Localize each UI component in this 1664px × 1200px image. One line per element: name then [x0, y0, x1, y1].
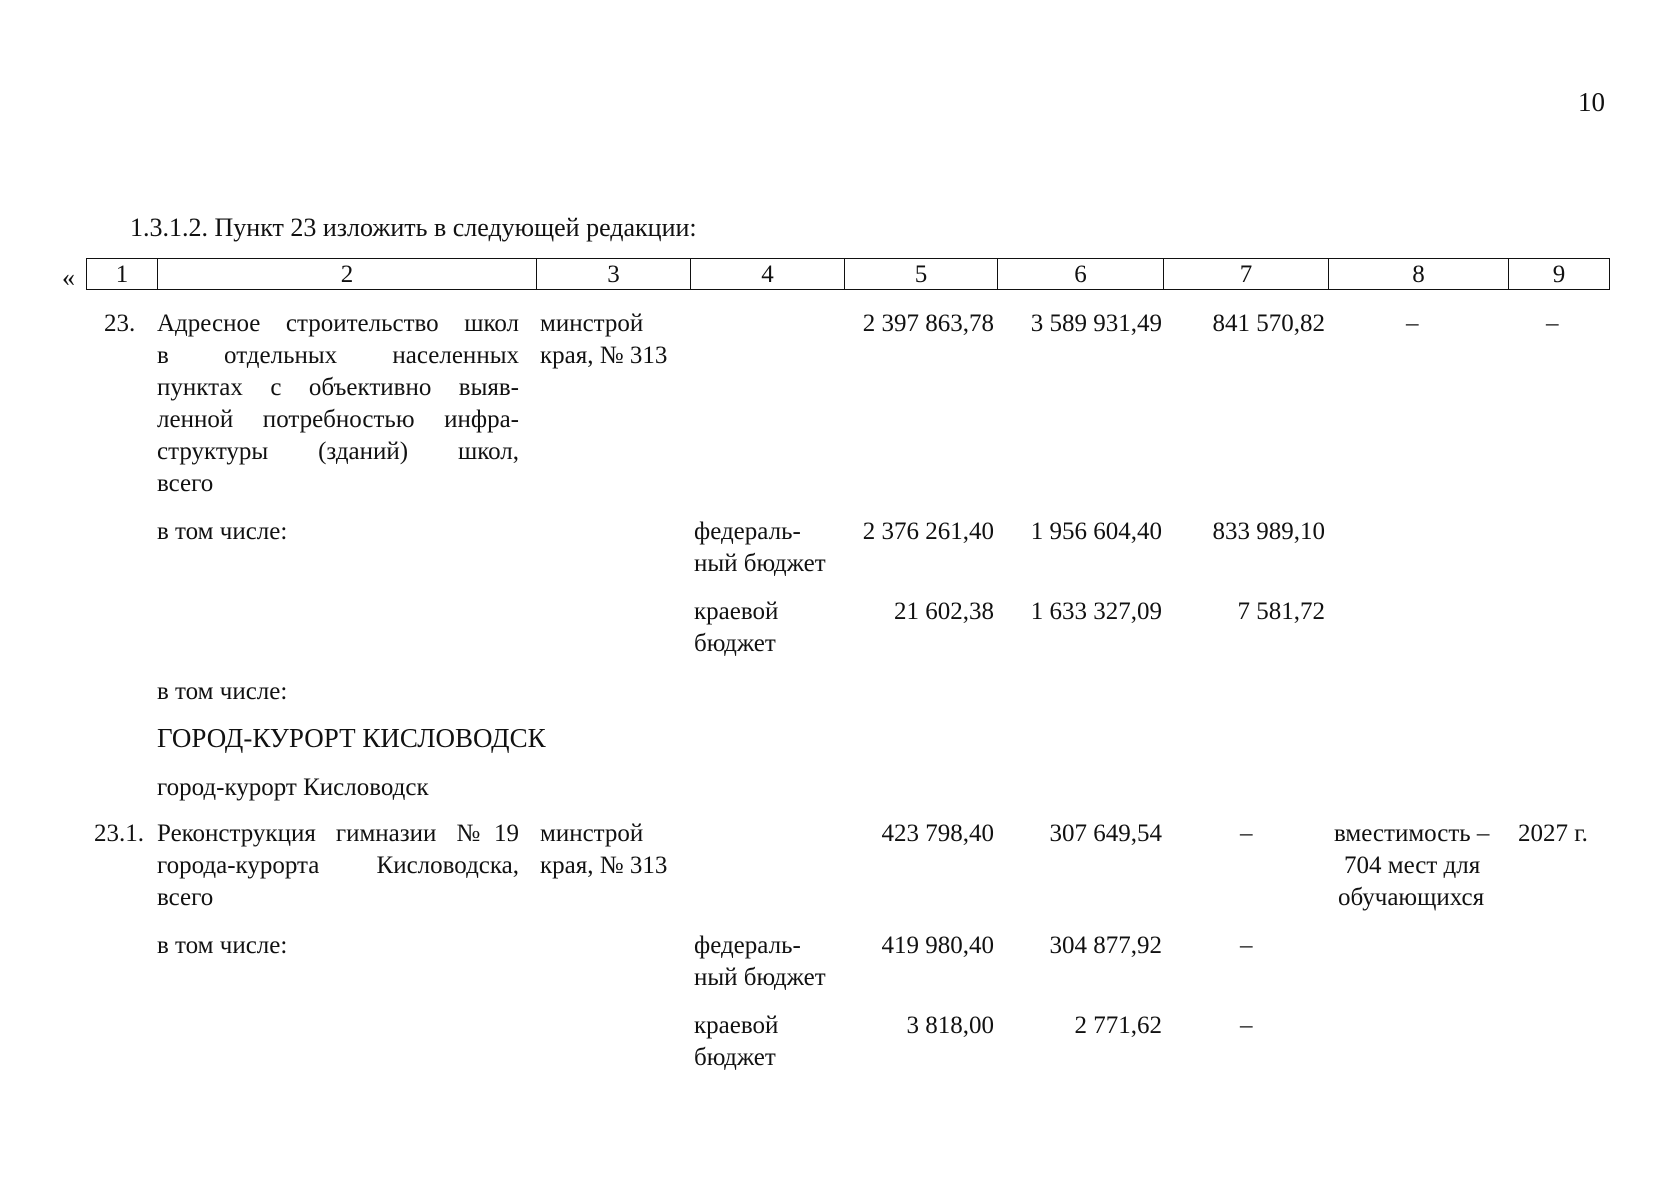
item-23-desc-line-6: всего: [157, 470, 214, 497]
header-col-4: 4: [691, 259, 845, 290]
item-23-1-col7: –: [1240, 820, 1253, 847]
item-23-1-number: 23.1.: [94, 820, 144, 847]
item-23-col6: 3 589 931,49: [1030, 310, 1162, 337]
item-23-1-desc-line-3: всего: [157, 884, 214, 911]
item-23-1-federal-col6: 304 877,92: [1049, 932, 1162, 959]
opening-quote: «: [62, 263, 75, 292]
item-23-1-executor-line-2: края, № 313: [540, 852, 668, 879]
item-23-1-col8-line-1: вместимость –: [1334, 820, 1490, 847]
item-23-1-executor-line-1: минстрой: [540, 820, 644, 847]
item-23-regional-label-line-1: краевой: [694, 598, 779, 625]
item-23-1-col8-line-3: обучающихся: [1338, 884, 1485, 911]
page-number: 10: [1578, 87, 1605, 117]
city-subheading: город-курорт Кисловодск: [157, 774, 429, 801]
header-col-7: 7: [1164, 259, 1329, 290]
city-heading: ГОРОД-КУРОРТ КИСЛОВОДСК: [157, 723, 546, 753]
item-23-1-desc-line-2: города-курорта Кисловодска,: [157, 852, 519, 879]
item-23-desc-line-1: Адресное строительство школ: [157, 310, 519, 337]
item-23-federal-label-line-1: федераль-: [694, 518, 801, 545]
header-col-6: 6: [998, 259, 1164, 290]
item-23-1-col8-line-2: 704 мест для: [1344, 852, 1481, 879]
intro-text: 1.3.1.2. Пункт 23 изложить в следующей редакции:: [130, 213, 697, 242]
header-col-1: 1: [87, 259, 158, 290]
item-23-regional-label-line-2: бюджет: [694, 630, 776, 657]
item-23-1-desc-line-1: Реконструкция гимназии №19: [157, 820, 519, 847]
item-23-executor-line-1: минстрой: [540, 310, 644, 337]
header-col-5: 5: [845, 259, 998, 290]
item-23-1-federal-label-line-1: федераль-: [694, 932, 801, 959]
item-23-including-label: в том числе:: [157, 518, 288, 545]
item-23-desc-line-4: ленной потребностью инфра-: [157, 406, 519, 433]
item-23-1-federal-label-line-2: ный бюджет: [694, 964, 826, 991]
item-23-col7: 841 570,82: [1212, 310, 1325, 337]
item-23-desc-line-2: в отдельных населенных: [157, 342, 519, 369]
item-23-1-regional-label-line-2: бюджет: [694, 1044, 776, 1071]
item-23-federal-col5: 2 376 261,40: [862, 518, 994, 545]
item-23-number: 23.: [104, 310, 136, 337]
item-23-federal-col6: 1 956 604,40: [1030, 518, 1162, 545]
including-label-2: в том числе:: [157, 678, 288, 705]
item-23-1-regional-col5: 3 818,00: [906, 1012, 994, 1039]
item-23-1-col6: 307 649,54: [1049, 820, 1162, 847]
header-col-9: 9: [1509, 259, 1610, 290]
item-23-1-regional-label-line-1: краевой: [694, 1012, 779, 1039]
item-23-1-federal-col7: –: [1240, 932, 1253, 959]
item-23-col9: –: [1546, 310, 1559, 337]
item-23-1-regional-col7: –: [1240, 1012, 1253, 1039]
item-23-1-regional-col6: 2 771,62: [1074, 1012, 1162, 1039]
header-col-2: 2: [158, 259, 537, 290]
item-23-regional-col7: 7 581,72: [1237, 598, 1325, 625]
item-23-desc-line-3: пунктах с объективно выяв-: [157, 374, 519, 401]
item-23-1-including-label: в том числе:: [157, 932, 288, 959]
item-23-1-col5: 423 798,40: [881, 820, 994, 847]
item-23-federal-col7: 833 989,10: [1212, 518, 1325, 545]
header-col-3: 3: [537, 259, 691, 290]
item-23-regional-col5: 21 602,38: [894, 598, 994, 625]
item-23-col5: 2 397 863,78: [862, 310, 994, 337]
item-23-regional-col6: 1 633 327,09: [1030, 598, 1162, 625]
item-23-col8: –: [1406, 310, 1419, 337]
column-number-header: [86, 258, 1610, 290]
item-23-desc-line-5: структуры (зданий) школ,: [157, 438, 519, 465]
item-23-1-federal-col5: 419 980,40: [881, 932, 994, 959]
item-23-1-col9: 2027 г.: [1518, 820, 1588, 847]
header-col-8: 8: [1329, 259, 1509, 290]
item-23-federal-label-line-2: ный бюджет: [694, 550, 826, 577]
item-23-executor-line-2: края, № 313: [540, 342, 668, 369]
